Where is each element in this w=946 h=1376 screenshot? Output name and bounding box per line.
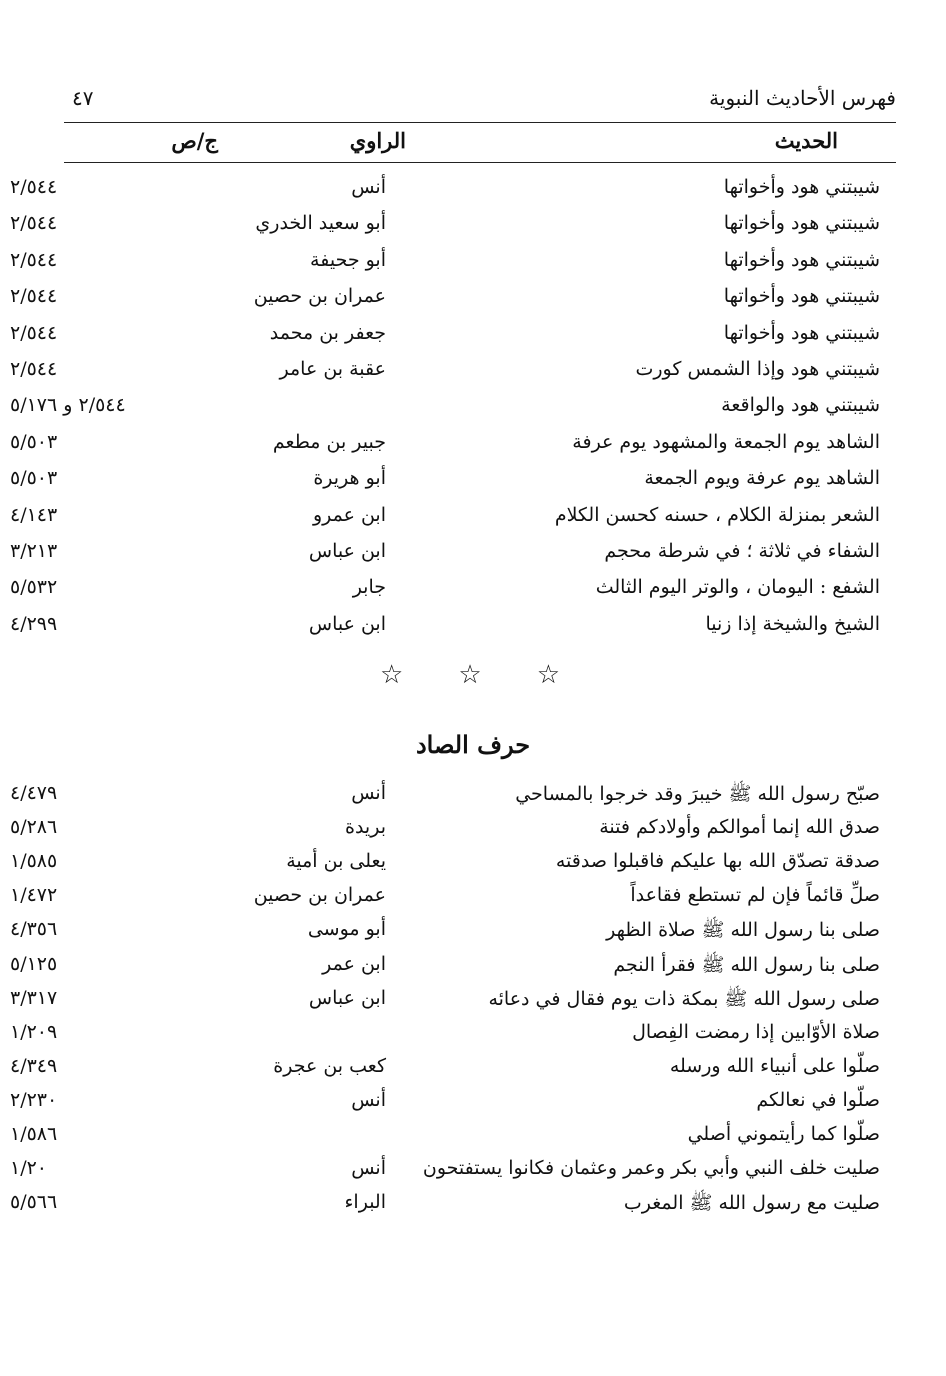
narrator: البراء bbox=[344, 1191, 386, 1214]
hadith-text: صلى رسول الله ﷺ بمكة ذات يوم فقال في دعائه bbox=[488, 987, 880, 1010]
volume-page-ref: ٤/٢٩٩ bbox=[10, 612, 58, 635]
page-header bbox=[64, 86, 896, 120]
hadith-text: شيبتني هود وأخواتها bbox=[723, 176, 880, 198]
hadith-row bbox=[0, 540, 946, 576]
hadith-row bbox=[0, 918, 946, 954]
hadith-text: صبّح رسول الله ﷺ خيبرَ وقد خرجوا بالمساحي bbox=[515, 783, 880, 805]
volume-page-ref: ٢/٥٤٤ و ٥/١٧٦ bbox=[10, 394, 126, 417]
running-title: فهرس الأحاديث النبوية bbox=[709, 86, 896, 110]
volume-page-ref: ٤/٤٧٩ bbox=[10, 782, 58, 804]
hadith-row bbox=[0, 504, 946, 540]
narrator: جعفر بن محمد bbox=[269, 321, 386, 344]
hadith-text: الشيخ والشيخة إذا زنيا bbox=[705, 612, 880, 635]
page-number: ٤٧ bbox=[72, 86, 94, 110]
hadith-text: شيبتني هود وأخواتها bbox=[723, 321, 880, 344]
hadith-text: صلاة الأوّابين إذا رمضت الفِصال bbox=[632, 1020, 880, 1043]
volume-page-ref: ٢/٥٤٤ bbox=[10, 248, 58, 271]
hadith-row bbox=[0, 431, 946, 467]
hadith-row bbox=[0, 576, 946, 612]
volume-page-ref: ١/٢٠ bbox=[10, 1157, 48, 1180]
narrator: ابن عمر bbox=[322, 952, 386, 975]
narrator: بريدة bbox=[345, 816, 386, 839]
narrator: ابن عباس bbox=[308, 612, 386, 635]
hadith-row bbox=[0, 1055, 946, 1091]
hadith-row bbox=[0, 176, 946, 212]
volume-page-ref: ١/٢٠٩ bbox=[10, 1020, 58, 1043]
narrator: أنس bbox=[351, 782, 386, 804]
volume-page-ref: ١/٥٨٥ bbox=[10, 850, 58, 873]
header-rule bbox=[64, 122, 896, 123]
hadith-row bbox=[0, 1157, 946, 1193]
hadith-row bbox=[0, 987, 946, 1023]
volume-page-ref: ٤/٣٤٩ bbox=[10, 1054, 58, 1077]
star-icon: ☆ bbox=[458, 660, 482, 690]
narrator: أنس bbox=[351, 1157, 386, 1180]
hadith-text: الشعر بمنزلة الكلام ، حسنه كحسن الكلام bbox=[554, 503, 880, 526]
hadith-text: شيبتني هود وأخواتها bbox=[723, 285, 880, 308]
narrator: جابر bbox=[352, 576, 386, 599]
hadith-text: صلى بنا رسول الله ﷺ صلاة الظهر bbox=[606, 919, 880, 942]
volume-page-ref: ٢/٥٤٤ bbox=[10, 285, 58, 308]
volume-page-ref: ١/٥٨٦ bbox=[10, 1123, 58, 1145]
column-header-ref: ج/ص bbox=[171, 128, 218, 153]
hadith-row bbox=[0, 613, 946, 649]
hadith-row bbox=[0, 1089, 946, 1125]
narrator: ابن عمرو bbox=[312, 503, 386, 526]
narrator: أبو هريرة bbox=[313, 467, 386, 490]
hadith-text: الشاهد يوم عرفة ويوم الجمعة bbox=[644, 467, 880, 490]
narrator: يعلى بن أمية bbox=[286, 850, 386, 873]
hadith-text: صلّوا في نعالكم bbox=[756, 1088, 880, 1111]
hadith-row bbox=[0, 953, 946, 989]
hadith-text: شيبتني هود وإذا الشمس كورت bbox=[635, 358, 880, 380]
hadith-text: شيبتني هود وأخواتها bbox=[723, 212, 880, 235]
hadith-row bbox=[0, 884, 946, 920]
volume-page-ref: ٥/٢٨٦ bbox=[10, 816, 58, 839]
hadith-text: الشفاء في ثلاثة ؛ في شرطة محجم bbox=[604, 540, 880, 562]
hadith-text: صدقة تصدّق الله بها عليكم فاقبلوا صدقته bbox=[555, 850, 880, 873]
volume-page-ref: ٥/١٢٥ bbox=[10, 952, 58, 975]
hadith-row bbox=[0, 467, 946, 503]
hadith-row bbox=[0, 358, 946, 394]
hadith-text: شيبتني هود وأخواتها bbox=[723, 248, 880, 271]
hadith-row bbox=[0, 816, 946, 852]
volume-page-ref: ٥/٥٦٦ bbox=[10, 1191, 58, 1214]
hadith-text: شيبتني هود والواقعة bbox=[721, 394, 880, 417]
volume-page-ref: ٣/٣١٧ bbox=[10, 986, 58, 1009]
hadith-text: الشاهد يوم الجمعة والمشهود يوم عرفة bbox=[572, 430, 880, 453]
hadith-text: صلى بنا رسول الله ﷺ فقرأ النجم bbox=[613, 953, 880, 976]
volume-page-ref: ٢/٥٤٤ bbox=[10, 212, 58, 235]
narrator: أبو سعيد الخدري bbox=[255, 212, 386, 235]
narrator: أنس bbox=[351, 176, 386, 198]
star-icon: ☆ bbox=[536, 660, 560, 690]
hadith-row bbox=[0, 1021, 946, 1057]
hadith-row bbox=[0, 1123, 946, 1159]
hadith-row bbox=[0, 394, 946, 430]
hadith-text: صليت مع رسول الله ﷺ المغرب bbox=[623, 1192, 880, 1215]
volume-page-ref: ٢/٥٤٤ bbox=[10, 358, 58, 380]
narrator: أبو جحيفة bbox=[310, 248, 386, 271]
volume-page-ref: ٢/٥٤٤ bbox=[10, 176, 58, 198]
hadith-text: صلّوا كما رأيتموني أصلي bbox=[687, 1123, 880, 1145]
hadith-text: صدق الله إنما أموالكم وأولادكم فتنة bbox=[599, 816, 880, 839]
hadith-text: صلِّ قائماً فإن لم تستطع فقاعداً bbox=[630, 884, 880, 907]
column-header-hadith: الحديث bbox=[774, 128, 838, 153]
volume-page-ref: ١/٤٧٢ bbox=[10, 884, 58, 907]
narrator: جبير بن مطعم bbox=[272, 430, 386, 453]
volume-page-ref: ٢/٢٣٠ bbox=[10, 1088, 58, 1111]
volume-page-ref: ٤/١٤٣ bbox=[10, 503, 58, 526]
volume-page-ref: ٢/٥٤٤ bbox=[10, 321, 58, 344]
star-icon: ☆ bbox=[380, 660, 404, 690]
narrator: كعب بن عجرة bbox=[273, 1054, 386, 1077]
hadith-row bbox=[0, 285, 946, 321]
narrator: عقبة بن عامر bbox=[279, 358, 386, 380]
hadith-row bbox=[0, 249, 946, 285]
narrator: ابن عباس bbox=[308, 540, 386, 562]
hadith-text: الشفع : اليومان ، والوتر اليوم الثالث bbox=[595, 576, 880, 599]
hadith-row bbox=[0, 850, 946, 886]
hadith-row bbox=[0, 212, 946, 248]
section-title-sad: حرف الصاد bbox=[415, 730, 531, 759]
section-divider-stars bbox=[380, 660, 560, 690]
hadith-row bbox=[0, 782, 946, 818]
column-header-rawi: الراوي bbox=[349, 128, 406, 153]
narrator: أنس bbox=[351, 1088, 386, 1111]
volume-page-ref: ٥/٥٣٢ bbox=[10, 576, 58, 599]
narrator: أبو موسى bbox=[307, 918, 386, 941]
hadith-row bbox=[0, 1191, 946, 1227]
hadith-text: صلّوا على أنبياء الله ورسله bbox=[669, 1054, 880, 1077]
narrator: عمران بن حصين bbox=[253, 285, 386, 308]
hadith-text: صليت خلف النبي وأبي بكر وعمر وعثمان فكانوا يستفتحون bbox=[422, 1157, 880, 1180]
volume-page-ref: ٣/٢١٣ bbox=[10, 540, 58, 562]
volume-page-ref: ٥/٥٠٣ bbox=[10, 430, 58, 453]
volume-page-ref: ٤/٣٥٦ bbox=[10, 918, 58, 941]
volume-page-ref: ٥/٥٠٣ bbox=[10, 467, 58, 490]
narrator: ابن عباس bbox=[308, 986, 386, 1009]
column-header-rule bbox=[64, 162, 896, 163]
narrator: عمران بن حصين bbox=[253, 884, 386, 907]
hadith-row bbox=[0, 322, 946, 358]
